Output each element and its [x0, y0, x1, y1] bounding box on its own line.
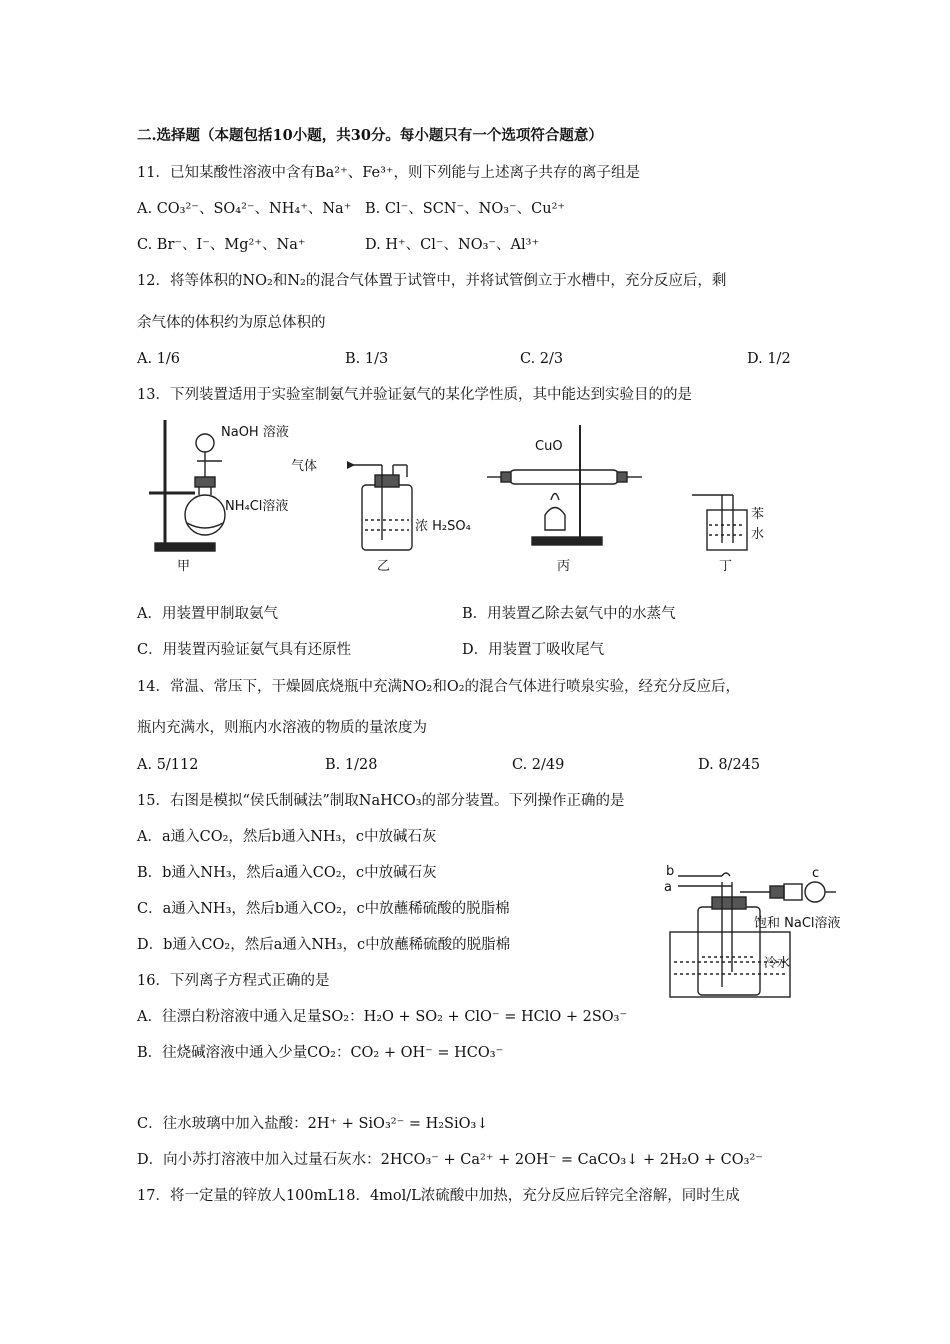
fig13-water-label: 水: [751, 527, 765, 542]
q13-option-c: C．用装置丙验证氨气具有还原性: [137, 642, 352, 658]
q11-option-d: D. H⁺、Cl⁻、NO₃⁻、Al³⁺: [365, 237, 540, 253]
fig13-cuo-label: CuO: [535, 439, 563, 454]
q12-option-b: B. 1/3: [345, 351, 389, 367]
question-14-stem-cont: 瓶内充满水，则瓶内水溶液的物质的量浓度为: [137, 720, 427, 736]
question-16-stem: 16．下列离子方程式正确的是: [137, 973, 330, 989]
q13-option-b: B．用装置乙除去氨气中的水蒸气: [462, 606, 676, 622]
figure-15-drawing: [660, 862, 840, 1002]
fig13-h2so4-label: 浓 H₂SO₄: [415, 519, 471, 534]
fig13-naoh-label: NaOH 溶液: [221, 425, 289, 440]
q15-option-b: B．b通入NH₃，然后a通入CO₂，c中放碱石灰: [137, 865, 437, 881]
q14-option-c: C. 2/49: [512, 757, 565, 773]
q15-option-c: C．a通入NH₃，然后b通入CO₂，c中放蘸稀硫酸的脱脂棉: [137, 901, 510, 917]
q15-option-a: A．a通入CO₂，然后b通入NH₃，c中放碱石灰: [137, 829, 437, 845]
q14-option-a: A. 5/112: [137, 757, 199, 773]
fig13-caption-yi: 乙: [377, 559, 391, 574]
fig13-caption-jia: 甲: [177, 559, 191, 574]
q16-option-a: A．往漂白粉溶液中通入足量SO₂：H₂O + SO₂ + ClO⁻ = HClO + 2SO₃⁻: [137, 1009, 628, 1025]
q13-option-d: D．用装置丁吸收尾气: [462, 642, 605, 658]
fig13-caption-bing: 丙: [557, 559, 571, 574]
question-12-stem: 12．将等体积的NO₂和N₂的混合气体置于试管中，并将试管倒立于水槽中，充分反应后，剩: [137, 273, 727, 289]
section-title: 二.选择题（本题包括10小题，共30分。每小题只有一个选项符合题意）: [137, 127, 603, 144]
fig13-nh4cl-label: NH₄Cl溶液: [225, 499, 289, 514]
q12-option-c: C. 2/3: [520, 351, 564, 367]
q12-option-a: A. 1/6: [137, 351, 181, 367]
fig13-caption-ding: 丁: [719, 559, 733, 574]
q11-option-c: C. Br⁻、I⁻、Mg²⁺、Na⁺: [137, 237, 306, 253]
q16-option-b: B．往烧碱溶液中通入少量CO₂：CO₂ + OH⁻ = HCO₃⁻: [137, 1045, 504, 1061]
q15-option-d: D．b通入CO₂，然后a通入NH₃，c中放蘸稀硫酸的脱脂棉: [137, 937, 511, 953]
q14-option-d: D. 8/245: [698, 757, 761, 773]
q14-option-b: B. 1/28: [325, 757, 378, 773]
q11-option-a: A. CO₃²⁻、SO₄²⁻、NH₄⁺、Na⁺: [137, 201, 352, 217]
q16-option-c: C．往水玻璃中加入盐酸：2H⁺ + SiO₃²⁻ = H₂SiO₃↓: [137, 1116, 489, 1132]
q16-option-d: D．向小苏打溶液中加入过量石灰水：2HCO₃⁻ + Ca²⁺ + 2OH⁻ = CaCO₃↓ + 2H₂O + CO₃²⁻: [137, 1152, 763, 1168]
fig15-cold-water-label: 冷水: [764, 956, 791, 971]
q11-option-b: B. Cl⁻、SCN⁻、NO₃⁻、Cu²⁺: [365, 201, 566, 217]
q13-option-a: A．用装置甲制取氨气: [137, 606, 278, 622]
question-12-stem-cont: 余气体的体积约为原总体积的: [137, 315, 326, 331]
question-15-stem: 15．右图是模拟“侯氏制碱法”制取NaHCO₃的部分装置。下列操作正确的是: [137, 793, 625, 809]
fig15-label-c: c: [812, 866, 820, 881]
question-13-stem: 13．下列装置适用于实验室制氨气并验证氨气的某化学性质，其中能达到实验目的的是: [137, 387, 692, 403]
question-14-stem: 14．常温、常压下，干燥圆底烧瓶中充满NO₂和O₂的混合气体进行喷泉实验，经充分反应后，: [137, 679, 741, 695]
question-17-stem: 17．将一定量的锌放人100mL18．4mol/L浓硫酸中加热，充分反应后锌完全溶解，同时生成: [137, 1188, 740, 1204]
fig15-nacl-label: 饱和 NaCl溶液: [754, 916, 841, 931]
figure-13: [137, 415, 817, 575]
fig15-label-a: a: [664, 880, 672, 895]
fig13-benzene-label: 苯: [751, 507, 765, 522]
question-11-stem: 11．已知某酸性溶液中含有Ba²⁺、Fe³⁺，则下列能与上述离子共存的离子组是: [137, 165, 641, 181]
fig13-gas-label: 气体: [291, 459, 318, 474]
fig15-label-b: b: [666, 864, 675, 879]
q12-option-d: D. 1/2: [747, 351, 791, 367]
figure-15: [660, 862, 840, 1002]
